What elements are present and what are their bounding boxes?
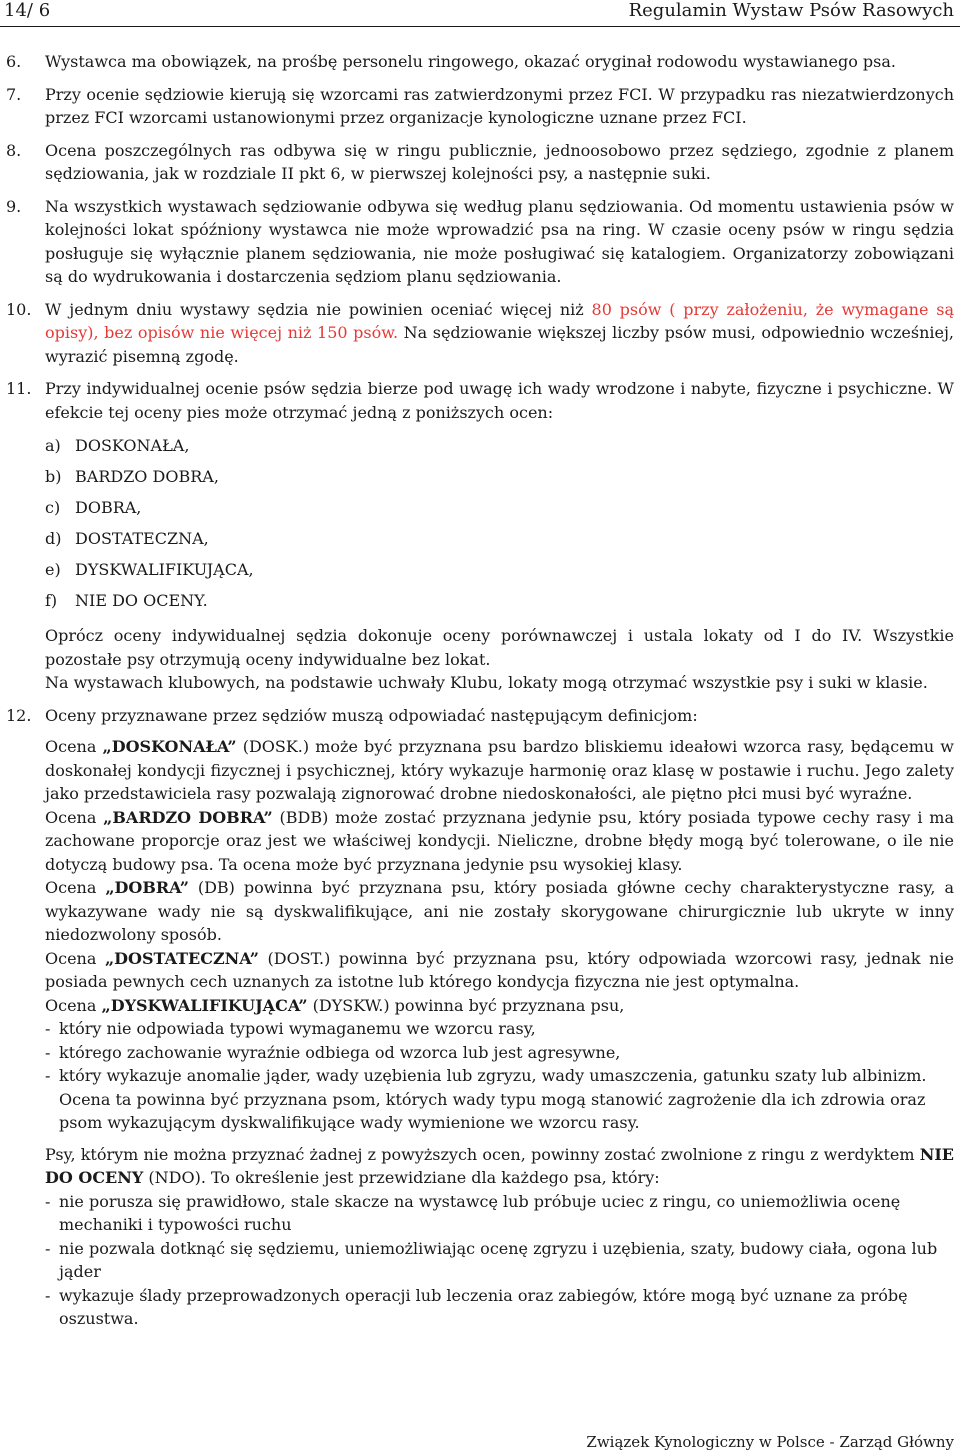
highlighted-limit-text: 80 psów ( przy założeniu, że wymagane są opisy), bez opisów nie więcej niż 150 psów.: [45, 299, 954, 342]
grade-item: [45, 492, 954, 523]
item-text-pre: W jednym dniu wystawy sędzia nie powinien oceniać więcej niż: [45, 299, 592, 319]
item-number: 12.: [6, 705, 32, 725]
grade-item: [45, 585, 954, 616]
bullet-item: [45, 1284, 954, 1331]
grade-label: DOBRA,: [75, 498, 142, 517]
dash-marker: -: [45, 1191, 51, 1211]
definition-sufficient: [45, 947, 954, 994]
grade-label: DYSKWALIFIKUJĄCA,: [75, 560, 254, 579]
dash-marker: -: [45, 1238, 51, 1258]
paragraph-10: [0, 298, 960, 369]
bullet-text: którego zachowanie wyraźnie odbiega od wzorca lub jest agresywne,: [59, 1042, 621, 1062]
definition-prefix: Ocena: [45, 807, 104, 827]
definition-good: [45, 876, 954, 947]
item-text-post: Na sędziowanie większej liczby psów musi, odpowiednio wcześniej, wyrazić pisemną zgodę.: [45, 323, 955, 366]
item-text: Ocena poszczególnych ras odbywa się w ringu publicznie, jednoosobowo przez sędziego, zgodnie z planem sędziowania, jak w rozdziale II pkt 6, w pierwszej kolejności psy, a następnie suki.: [45, 140, 954, 183]
bullet-text: nie porusza się prawidłowo, stale skacze na wystawcę lub próbuje uciec z ringu, co uniemożliwia ocenę mechaniki i typowości ruchu: [59, 1191, 901, 1234]
grade-name: „DOSTATECZNA”: [104, 948, 259, 968]
definition-lead: [45, 994, 954, 1018]
bullet-text: wykazuje ślady przeprowadzonych operacji lub leczenia oraz zabiegów, które mogą być uznane za próbę oszustwa.: [59, 1285, 908, 1328]
definition-prefix: Ocena: [45, 878, 106, 897]
grade-letter: e): [45, 560, 61, 579]
dash-marker: -: [45, 1066, 51, 1085]
grade-label: NIE DO OCENY.: [75, 591, 208, 610]
page-header: [0, 0, 960, 22]
paragraph-6: [0, 50, 960, 74]
item-number: 6.: [6, 52, 22, 71]
definition-body: (DOSK.) może być przyznana psu bardzo bliskiemu ideałowi wzorca rasy, będącemu w doskonałej kondycji fizycznej i psychicznej, który wykazuje harmonię oraz klasę w postawie i ruchu. Jego zalety jako przedstawiciela rasy pozwalają zignorować drobne niedoskonałości, ale piętno płci musi być wyraźne.: [45, 737, 955, 803]
grade-item: [45, 554, 954, 585]
page-number: 14/ 6: [4, 0, 51, 21]
item-text: [45, 298, 954, 369]
definition-very-good: [45, 806, 954, 877]
grade-letter: c): [45, 498, 61, 517]
paragraph-11: [0, 377, 960, 695]
item-text: Na wszystkich wystawach sędziowanie odbywa się według planu sędziowania. Od momentu ustawienia psów w kolejności lokat spóźniony wystawca nie może wprowadzić psa na ring. W czasie oceny psów w ringu sędzia posługuje się wyłącznie planem sędziowania, nie może posługiwać się katalogiem. Organizatorzy zobowiązani są do wydrukowania i dostarczenia sędziom planu sędziowania.: [45, 196, 954, 286]
definition-prefix: Ocena: [45, 948, 105, 968]
definition-lead: [45, 1143, 954, 1190]
bullet-item: [45, 1190, 954, 1237]
bullet-text: który nie odpowiada typowi wymaganemu we wzorcu rasy,: [59, 1019, 536, 1038]
grade-name: NIE DO OCENY: [45, 1144, 954, 1187]
grade-label: DOSTATECZNA,: [75, 529, 209, 548]
item-number: 11.: [6, 379, 32, 398]
definition-body: (DYSKW.) powinna być przyznana psu,: [307, 995, 625, 1015]
grade-name: „BARDZO DOBRA”: [103, 807, 273, 827]
item-text: Przy indywidualnej ocenie psów sędzia bierze pod uwagę ich wady wrodzone i nabyte, fizyczne i psychiczne. W efekcie tej oceny pies może otrzymać jedną z poniższych ocen:: [45, 379, 954, 422]
paragraph-7: [0, 83, 960, 130]
bullet-item: [45, 1017, 954, 1041]
item-text: Wystawca ma obowiązek, na prośbę personelu ringowego, okazać oryginał rodowodu wystawianego psa.: [45, 52, 896, 71]
definition-not-assessable: [45, 1143, 954, 1331]
bullet-item: [45, 1041, 954, 1065]
bullet-item: [45, 1064, 954, 1135]
item-number: 7.: [6, 84, 22, 104]
placement-text: Oprócz oceny indywidualnej sędzia dokonuje oceny porównawczej i ustala lokaty od I do IV. Wszystkie pozostałe psy otrzymują oceny indywidualne bez lokat.: [45, 626, 954, 669]
paragraph-9: [0, 195, 960, 289]
item-number: 9.: [6, 196, 22, 216]
bullet-text: nie pozwala dotknąć się sędziemu, uniemożliwiając ocenę zgryzu i uzębienia, szaty, budowy ciała, ogona lub jąder: [59, 1238, 938, 1281]
definition-prefix: Ocena: [45, 737, 103, 756]
definition-body: (DB) powinna być przyznana psu, który posiada główne cechy charakterystyczne rasy, a wykazywane wady nie są dyskwalifikujące, ani nie zostały skorygowane chirurgicznie lub ukryte w inny niedozwolony sposób.: [45, 878, 954, 944]
grade-letter: b): [45, 467, 62, 486]
dash-marker: -: [45, 1042, 51, 1062]
grade-name: „DOBRA”: [105, 878, 189, 897]
club-show-text: Na wystawach klubowych, na podstawie uchwały Klubu, lokaty mogą otrzymać wszystkie psy i suki w klasie.: [45, 673, 928, 692]
grade-name: „DOSKONAŁA”: [102, 737, 237, 756]
bullet-item: [45, 1237, 954, 1284]
grade-item: [45, 523, 954, 554]
grades-list: [45, 430, 954, 616]
page-footer: Związek Kynologiczny w Polsce - Zarząd Główny: [586, 1433, 954, 1451]
grade-letter: a): [45, 436, 61, 455]
definition-body: (NDO). To określenie jest przewidziane dla każdego psa, który:: [143, 1168, 660, 1187]
grade-label: DOSKONAŁA,: [75, 436, 190, 455]
item-text: Przy ocenie sędziowie kierują się wzorcami ras zatwierdzonymi przez FCI. W przypadku ras niezatwierdzonych przez FCI wzorcami ustanowionymi przez organizacje kynologiczne uznane przez FCI.: [45, 84, 954, 127]
definition-disqualifying: [45, 994, 954, 1135]
definition-body: (BDB) może zostać przyznana jedynie psu, który posiada typowe cechy rasy i ma zachowane proporcje oraz jest we właściwej kondycji. Nieliczne, drobne błędy mogą być tolerowane, o ile nie dotyczą budowy psa. Ta ocena może być przyznana jedynie psu wysokiej klasy.: [45, 807, 954, 874]
document-title: Regulamin Wystaw Psów Rasowych: [628, 0, 954, 21]
definition-prefix: Ocena: [45, 995, 102, 1015]
grade-name: „DYSKWALIFIKUJĄCA”: [101, 995, 308, 1015]
definition-excellent: [45, 735, 954, 806]
grade-item: [45, 430, 954, 461]
dash-marker: -: [45, 1285, 51, 1305]
dash-marker: -: [45, 1019, 51, 1038]
paragraph-8: [0, 139, 960, 186]
grade-letter: d): [45, 529, 62, 548]
grade-label: BARDZO DOBRA,: [75, 467, 219, 486]
header-divider: [0, 26, 960, 27]
definition-body: (DOST.) powinna być przyznana psu, który odpowiada wzorcowi rasy, jednak nie posiada pewnych cech uznanych za istotne lub którego kondycja fizyczna nie jest optymalna.: [45, 948, 955, 991]
document-body: [0, 50, 960, 1340]
paragraph-12: [0, 704, 960, 1331]
grade-letter: f): [45, 591, 58, 610]
item-number: 10.: [6, 299, 32, 319]
item-number: 8.: [6, 140, 22, 160]
definition-prefix: Psy, którym nie można przyznać żadnej z powyższych ocen, powinny zostać zwolnione z ringu z werdyktem: [45, 1144, 920, 1164]
grade-item: [45, 461, 954, 492]
bullet-text: który wykazuje anomalie jąder, wady uzębienia lub zgryzu, wady umaszczenia, gatunku szaty lub albinizm. Ocena ta powinna być przyznana psom, których wady typu mogą stanowić zagrożenie dla ich zdrowia oraz psom wykazującym dyskwalifikujące wady wymienione we wzorcu rasy.: [59, 1066, 927, 1132]
item-text: Oceny przyznawane przez sędziów muszą odpowiadać następującym definicjom:: [45, 705, 698, 725]
